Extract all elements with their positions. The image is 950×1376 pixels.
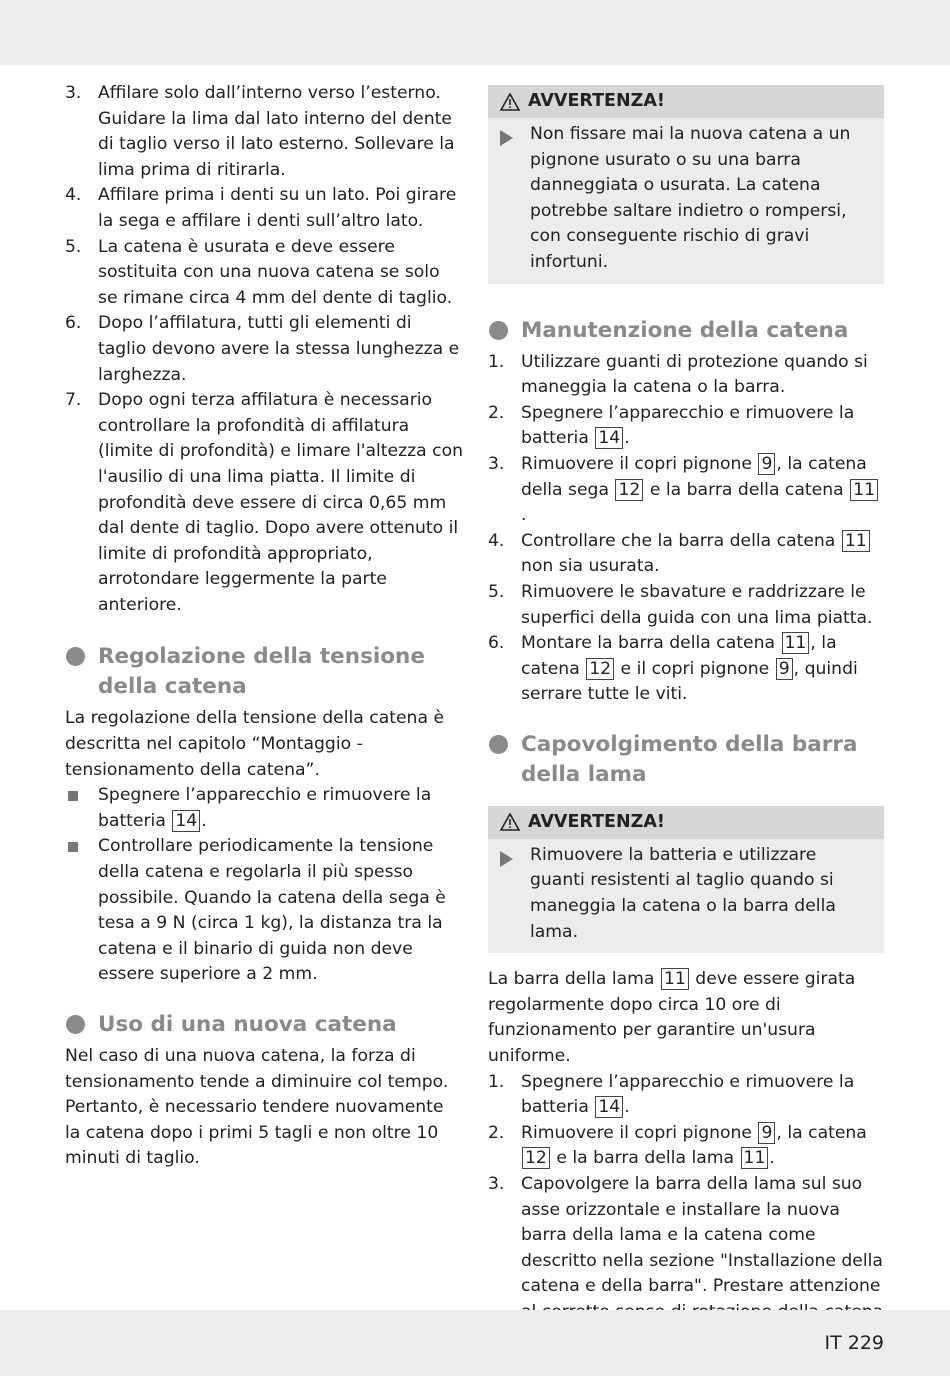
list-item	[65, 388, 463, 618]
step-number: 6.	[65, 313, 82, 334]
step-number: 5.	[65, 236, 82, 257]
section-heading-maintenance: Manutenzione della catena	[488, 316, 884, 346]
bullet-dot-icon	[66, 647, 85, 666]
bullet-dot-icon	[66, 1015, 85, 1034]
warning-text: Non fissare mai la nuova catena a un pignone usurato o su una barra danneggiata o usurata. La catena potrebbe saltare indietro o rompersi, con conseguente rischio di gravi infortuni.	[488, 118, 884, 280]
bar-flip-steps	[488, 1070, 884, 1352]
section-heading-new-chain: Uso di una nuova catena	[65, 1010, 463, 1040]
sharpening-steps	[65, 81, 463, 618]
warning-header: AVVERTENZA!	[488, 806, 884, 839]
step-text: Affilare prima i denti su un lato. Poi girare la sega e affilare i denti sull’altro lato.	[98, 185, 457, 231]
part-reference: 14	[595, 1096, 623, 1118]
play-arrow-icon	[500, 130, 513, 146]
part-reference: 11	[782, 632, 810, 654]
square-bullet-icon	[68, 791, 78, 801]
list-item: 3. Capovolgere la barra della lama sul suo asse orizzontale e installare la nuova barra della lama e la catena come descritto nella sezione "Installazione della catena e della barra". Prestare attenzione	[488, 1174, 883, 1297]
step-text: La catena è usurata e deve essere sostituita con una nuova catena se solo se rimane circa 4 mm del dente di taglio.	[98, 236, 453, 308]
part-reference: 11	[850, 479, 878, 501]
maintenance-steps	[488, 350, 884, 708]
part-reference: 9	[758, 1122, 775, 1144]
page-top-band	[0, 0, 950, 65]
list-item: 2. Spegnere l’apparecchio e rimuovere la batteria 14 .	[488, 402, 855, 449]
bar-flip-intro: La barra della lama 11 deve essere girata regolarmente dopo circa 10 ore di funzionamento per garantire un'usura uniforme.	[488, 969, 856, 1067]
step-number: 4.	[65, 185, 82, 206]
part-reference: 12	[586, 658, 614, 680]
step-text: Dopo l’affilatura, tutti gli elementi di taglio devono avere la stessa lunghezza e larghezza.	[98, 313, 460, 385]
right-column	[488, 85, 884, 1351]
warning-triangle-icon	[500, 93, 520, 111]
list-item: Spegnere l’apparecchio e rimuovere la batteria 14 .	[65, 783, 463, 834]
list-item: 1. Utilizzare guanti di protezione quando si maneggia la catena o la barra.	[488, 351, 868, 398]
part-reference: 11	[741, 1147, 769, 1169]
step-text: Dopo ogni terza affilatura è necessario controllare la profondità di affilatura (limite di profondità) e limare l'altezza con l'ausilio di una lima piatta. Il limite di profondità deve essere di circa 0,65 mm dal dente di taglio. Dopo avere ottenuto il limite di profondità appropriato, arrotondare leggermente la parte anteriore.	[98, 390, 464, 615]
square-bullet-icon	[68, 842, 78, 852]
left-column	[65, 81, 463, 1172]
tension-bullets	[65, 783, 463, 988]
list-item	[65, 235, 463, 312]
list-item: 5. Rimuovere le sbavature e raddrizzare le superfici della guida con una lima piatta.	[488, 581, 873, 628]
warning-header: AVVERTENZA!	[488, 85, 884, 118]
bullet-dot-icon	[489, 735, 508, 754]
list-item: 3. Rimuovere il copri pignone 9 , la catena della sega 12 e la barra della catena 11.	[488, 452, 884, 529]
list-item: 1. Spegnere l’apparecchio e rimuovere la batteria 14 .	[488, 1071, 855, 1118]
part-reference: 11	[842, 530, 870, 552]
list-item	[65, 311, 463, 388]
page-bottom-band	[0, 1310, 950, 1376]
part-reference: 9	[758, 453, 775, 475]
bullet-dot-icon	[489, 321, 508, 340]
warning-box	[488, 806, 884, 953]
part-reference: 11	[661, 968, 689, 990]
list-item: 4. Controllare che la barra della catena 11 non sia usurata.	[488, 529, 884, 580]
section-heading-bar-flip: Capovolgimento della barra della lama	[488, 730, 884, 790]
list-item	[65, 183, 463, 234]
part-reference: 12	[522, 1147, 550, 1169]
warning-text: Rimuovere la batteria e utilizzare guanti resistenti al taglio quando si maneggia la catena o la barra della lama.	[488, 839, 884, 949]
list-item: Controllare periodicamente la tensione della catena e regolarla il più spesso possibile. Quando la catena della sega è tesa a 9 N (circa 1 kg), la distanza tra la catena e il binario di guida non deve essere superiore a 2 mm.	[65, 834, 463, 988]
part-reference: 14	[172, 810, 200, 832]
section-heading-tension: Regolazione della tensione della catena	[65, 642, 463, 702]
list-item: 6. Montare la barra della catena 11 , la catena 12 e il copri pignone 9 , quindi serrare tutte le viti.	[488, 633, 858, 705]
step-number: 7.	[65, 390, 82, 411]
list-item: 2. Rimuovere il copri pignone 9 , la catena 12 e la barra della lama 11 .	[488, 1122, 867, 1169]
warning-triangle-icon	[500, 813, 520, 831]
warning-box	[488, 85, 884, 284]
step-number: 3.	[65, 83, 82, 103]
tension-intro: La regolazione della tensione della catena è descritta nel capitolo “Montaggio - tensionamento della catena”.	[65, 708, 445, 780]
step-text: Affilare solo dall’interno verso l’esterno. Guidare la lima dal lato interno del dente di taglio verso il lato esterno. Sollevare la lima prima di ritirarla.	[98, 83, 455, 180]
part-reference: 12	[615, 479, 643, 501]
page-number: IT 229	[824, 1332, 884, 1354]
new-chain-text: Nel caso di una nuova catena, la forza di tensionamento tende a diminuire col tempo. Pertanto, è necessario tendere nuovamente la catena dopo i primi 5 tagli e non oltre 10 minuti di taglio.	[65, 1046, 449, 1169]
part-reference: 9	[776, 658, 793, 680]
list-item	[65, 81, 463, 183]
play-arrow-icon	[500, 851, 513, 867]
part-reference: 14	[595, 427, 623, 449]
